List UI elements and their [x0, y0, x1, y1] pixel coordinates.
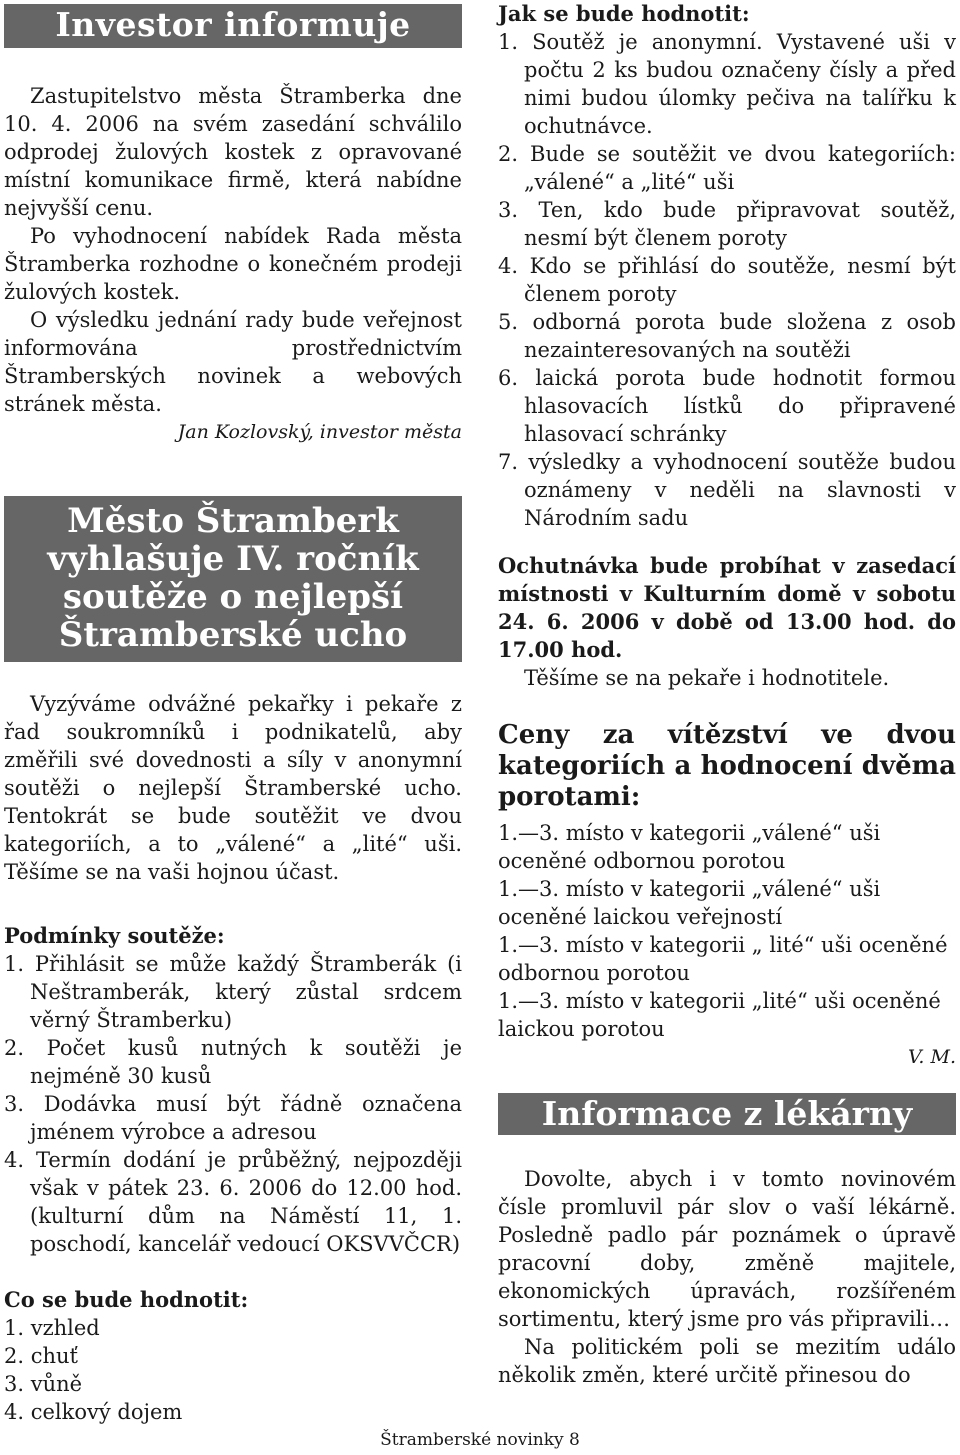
page-footer: Štramberské novinky 8	[380, 1430, 580, 1450]
prize-item: 1.—3. místo v kategorii „lité“ uši oceněné laickou porotou	[498, 989, 941, 1041]
pharmacy-paragraph-1: Dovolte, abych i v tomto novinovém čísle promluvil pár slov o vaší lékárně. Posledně padlo pár poznámek o úpravě pracovní doby, změně majitele, ekonomických úpravách, rozšířeném sortimentu, který jsme pro vás připravili…	[498, 1167, 956, 1331]
tasting-info: Ochutnávka bude probíhat v zasedací místnosti v Kulturním domě v sobotu 24. 6. 2006 v době od 13.00 hod. do 17.00 hod.	[498, 553, 956, 662]
investor-signature: Jan Kozlovský, investor města	[177, 421, 462, 443]
right-column	[498, 0, 956, 1389]
closing-text: Těšíme se na pekaře i hodnotitele.	[524, 666, 890, 690]
contest-signature: V. M.	[908, 1046, 956, 1068]
condition-item: 4. Termín dodání je průběžný, nejpozději však v pátek 23. 6. 2006 do 12.00 hod. (kulturní dům na Náměstí 11, 1. poschodí, kancelář vedoucí OKSVVČCR)	[4, 1148, 462, 1256]
how-item: 7. výsledky a vyhodnocení soutěže budou oznámeny v neděli na slavnosti v Národním sadu	[498, 450, 956, 530]
criteria-list	[4, 1314, 462, 1426]
how-item: 1. Soutěž je anonymní. Vystavené uši v počtu 2 ks budou označeny čísly a před nimi budou úlomky pečiva na talířku k ochutnávce.	[498, 30, 956, 138]
how-item: 4. Kdo se přihlásí do soutěže, nesmí být členem poroty	[498, 254, 956, 306]
criteria-item: 3. vůně	[4, 1372, 83, 1396]
pharmacy-paragraph-2: Na politickém poli se mezitím událo několik změn, které určitě přinesou do	[498, 1335, 956, 1387]
prizes-heading: Ceny za vítězství ve dvou kategoriích a hodnocení dvěma porotami:	[498, 720, 956, 812]
criteria-item: 4. celkový dojem	[4, 1400, 183, 1424]
prizes-list	[498, 819, 956, 1043]
investor-paragraph-2: Po vyhodnocení nabídek Rada města Štramberka rozhodne o konečném prodeji žulových kostek.	[4, 224, 462, 304]
how-item: 6. laická porota bude hodnotit formou hlasovacích lístků do připravené hlasovací schránky	[498, 366, 956, 446]
conditions-heading: Podmínky soutěže:	[4, 923, 225, 948]
investor-paragraph-3: O výsledku jednání rady bude veřejnost informována prostřednictvím Štramberských novinek a webových stránek města.	[4, 308, 462, 416]
prize-item: 1.—3. místo v kategorii „ lité“ uši oceněné odbornou porotou	[498, 933, 948, 985]
conditions-list	[4, 950, 462, 1258]
criteria-item: 2. chuť	[4, 1344, 78, 1368]
how-heading: Jak se bude hodnotit:	[498, 1, 750, 26]
criteria-heading: Co se bude hodnotit:	[4, 1287, 249, 1312]
left-column	[4, 0, 462, 1426]
condition-item: 1. Přihlásit se může každý Štramberák (i Neštramberák, který zůstal srdcem věrný Štramberku)	[4, 952, 462, 1032]
prize-item: 1.—3. místo v kategorii „válené“ uši oceněné odbornou porotou	[498, 821, 881, 873]
investor-paragraph-1: Zastupitelstvo města Štramberka dne 10. 4. 2006 na svém zasedání schválilo odprodej žulových kostek z opravované místní komunikace firmě, která nabídne nejvyšší cenu.	[4, 84, 462, 220]
contest-banner: Město Štramberk vyhlašuje IV. ročník soutěže o nejlepší Štramberské ucho	[4, 496, 462, 662]
how-item: 2. Bude se soutěžit ve dvou kategoriích: „válené“ a „lité“ uši	[498, 142, 956, 194]
condition-item: 3. Dodávka musí být řádně označena jménem výrobce a adresou	[4, 1092, 462, 1144]
criteria-item: 1. vzhled	[4, 1316, 100, 1340]
pharmacy-banner: Informace z lékárny	[498, 1093, 956, 1135]
condition-item: 2. Počet kusů nutných k soutěži je nejméně 30 kusů	[4, 1036, 462, 1088]
how-list	[498, 28, 956, 532]
how-item: 3. Ten, kdo bude připravovat soutěž, nesmí být členem poroty	[498, 198, 956, 250]
contest-intro: Vyzýváme odvážné pekařky i pekaře z řad soukromníků i podnikatelů, aby změřili své dovednosti a síly v anonymní soutěži o nejlepší Štramberské ucho. Tentokrát se bude soutěžit ve dvou kategoriích, a to „válené“ a „lité“ uši. Těšíme se na vaši hojnou účast.	[4, 692, 462, 884]
investor-banner: Investor informuje	[4, 4, 462, 48]
prize-item: 1.—3. místo v kategorii „válené“ uši oceněné laickou veřejností	[498, 877, 881, 929]
how-item: 5. odborná porota bude složena z osob nezainteresovaných na soutěži	[498, 310, 956, 362]
